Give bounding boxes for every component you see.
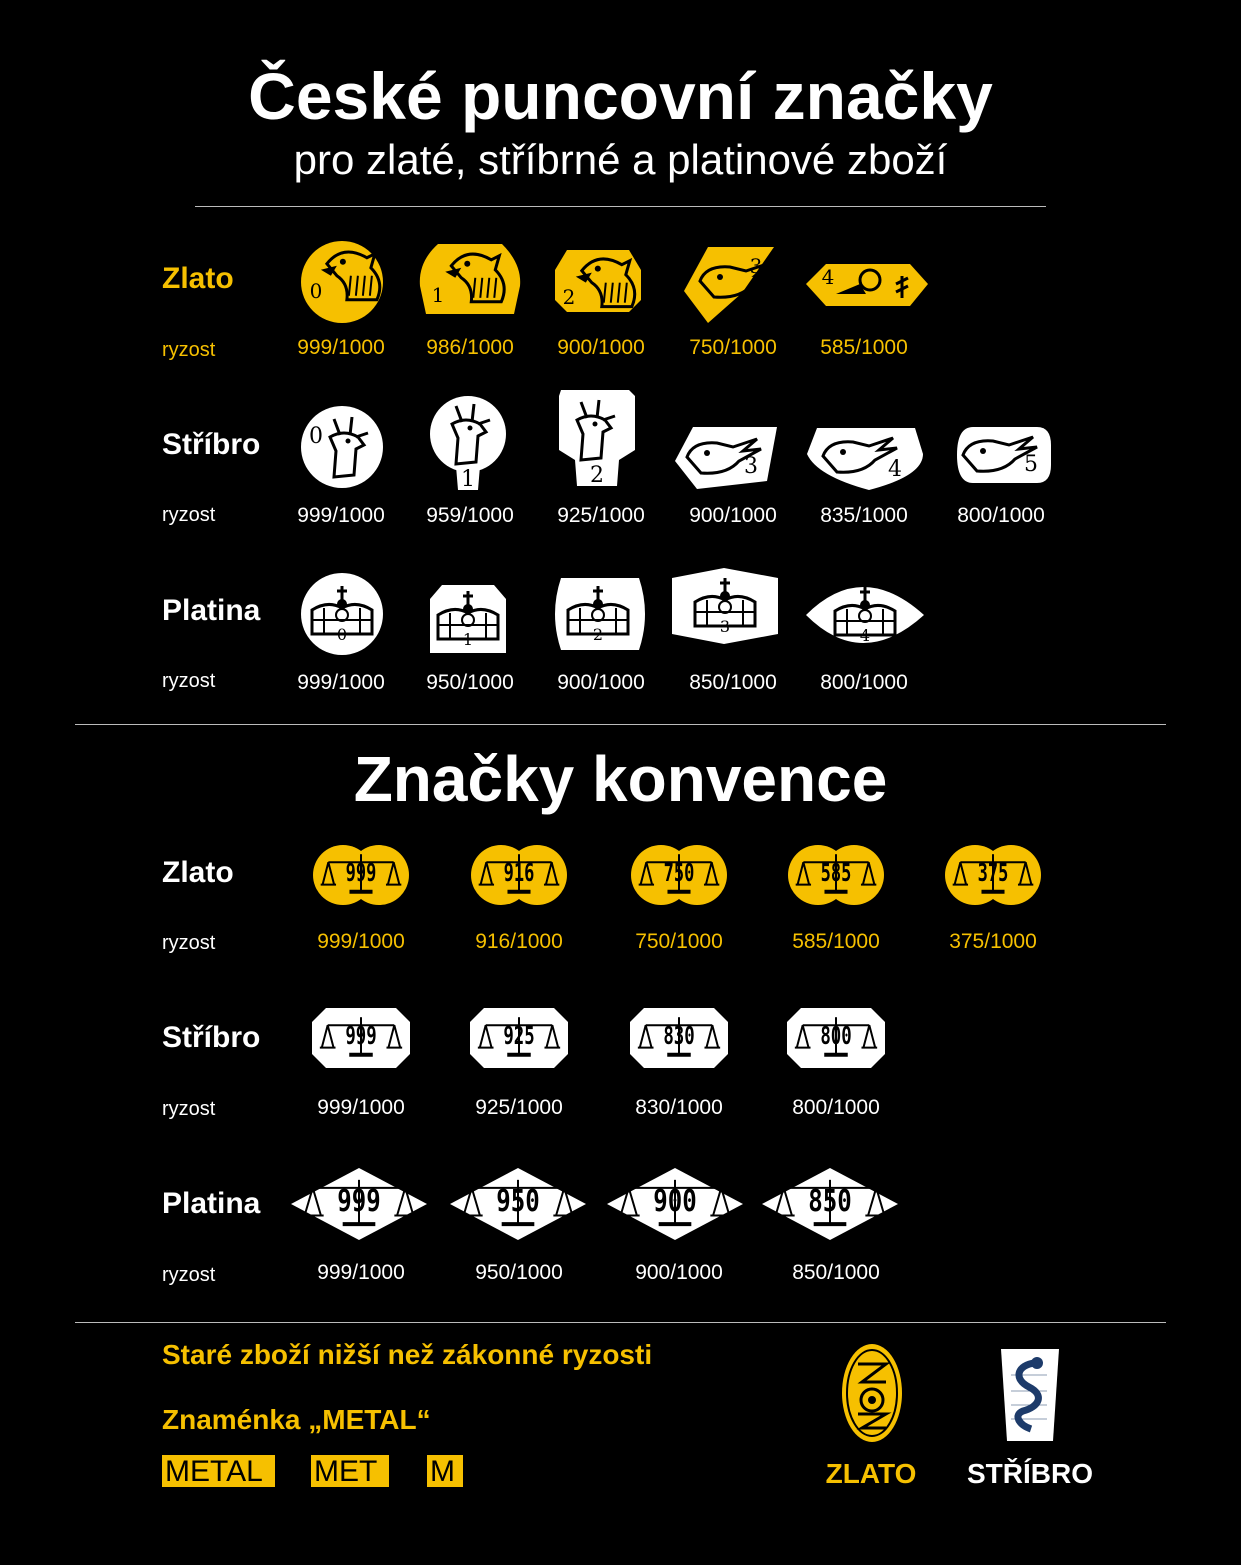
fineness-value: 900/1000 [635, 1261, 723, 1284]
old-gold-mark-icon [840, 1342, 904, 1444]
row-label-zlato: Zlato [162, 262, 234, 295]
ryzost-label: ryzost [162, 1098, 216, 1120]
ryzost-label: ryzost [162, 339, 216, 361]
goat-0-icon [300, 405, 384, 489]
hare-3-icon [673, 427, 779, 489]
svg-text:2: 2 [592, 625, 604, 644]
scales-585-icon [788, 845, 884, 905]
scales-750-icon [631, 845, 727, 905]
svg-text:0: 0 [336, 625, 348, 644]
svg-text:999: 999 [345, 858, 377, 887]
goat-2-icon [557, 390, 637, 488]
convention-title: Značky konvence [353, 743, 888, 815]
scales-850-icon [762, 1168, 898, 1240]
fineness-value: 835/1000 [820, 504, 908, 527]
svg-text:1: 1 [461, 467, 475, 492]
fineness-value: 800/1000 [792, 1096, 880, 1119]
svg-text:2: 2 [590, 463, 604, 488]
svg-text:1: 1 [431, 283, 445, 307]
svg-text:750: 750 [663, 858, 695, 887]
fineness-value: 850/1000 [792, 1261, 880, 1284]
rooster-3-icon [682, 247, 776, 325]
crown-4-icon [806, 577, 924, 653]
svg-text:4: 4 [821, 265, 835, 289]
scales-999-icon [312, 1008, 410, 1068]
fineness-value: 999/1000 [297, 336, 385, 359]
fineness-value: 375/1000 [949, 930, 1037, 953]
goat-1-icon [430, 396, 508, 492]
scales-999-icon [291, 1168, 427, 1240]
svg-text:850: 850 [808, 1184, 852, 1220]
bird-4-icon [806, 264, 928, 306]
ryzost-label: ryzost [162, 504, 216, 526]
eagle-2-icon [553, 250, 643, 312]
scales-800-icon [787, 1008, 885, 1068]
svg-text:1: 1 [462, 630, 474, 649]
section-divider [75, 724, 1166, 725]
fineness-value: 916/1000 [475, 930, 563, 953]
fineness-value: 925/1000 [475, 1096, 563, 1119]
row-label-stribro: Stříbro [162, 428, 261, 461]
scales-900-icon [607, 1168, 743, 1240]
ryzost-label: ryzost [162, 932, 216, 954]
fineness-value: 750/1000 [635, 930, 723, 953]
fineness-value: 800/1000 [957, 504, 1045, 527]
fineness-value: 800/1000 [820, 671, 908, 694]
svg-text:999: 999 [345, 1021, 377, 1050]
svg-text:999: 999 [337, 1184, 381, 1220]
header-divider [195, 206, 1046, 207]
stribro-caption: STŘÍBRO [967, 1458, 1093, 1489]
svg-text:3: 3 [744, 454, 758, 479]
ryzost-label: ryzost [162, 1264, 216, 1286]
crown-0-icon [300, 572, 384, 656]
fineness-value: 999/1000 [297, 671, 385, 694]
svg-text:925: 925 [503, 1021, 535, 1050]
met-tag: MET [311, 1455, 389, 1487]
eagle-0-icon [300, 240, 384, 324]
ryzost-label: ryzost [162, 670, 216, 692]
crown-3-icon [672, 568, 778, 644]
svg-text:900: 900 [653, 1184, 697, 1220]
eagle-1-icon [418, 244, 522, 314]
old-silver-mark-icon [995, 1345, 1065, 1443]
svg-text:4: 4 [859, 626, 871, 645]
fineness-value: 999/1000 [317, 1261, 405, 1284]
svg-text:3: 3 [719, 617, 731, 636]
fineness-value: 986/1000 [426, 336, 514, 359]
fineness-value: 950/1000 [475, 1261, 563, 1284]
fineness-value: 999/1000 [297, 504, 385, 527]
svg-text:0: 0 [309, 424, 323, 449]
footer-divider [75, 1322, 1166, 1323]
row-label-stribro: Stříbro [162, 1021, 261, 1054]
crown-1-icon [428, 585, 508, 653]
svg-text:0: 0 [309, 279, 323, 303]
fineness-value: 850/1000 [689, 671, 777, 694]
svg-text:585: 585 [820, 858, 852, 887]
page-title: České puncovní značky [248, 59, 993, 133]
old-goods-title: Staré zboží nižší než zákonné ryzosti [162, 1339, 653, 1370]
fineness-value: 999/1000 [317, 1096, 405, 1119]
page-subtitle: pro zlaté, stříbrné a platinové zboží [293, 136, 948, 183]
svg-text:830: 830 [663, 1021, 695, 1050]
hare-4-icon [807, 428, 923, 490]
svg-text:4: 4 [888, 457, 902, 482]
zlato-caption: ZLATO [825, 1458, 917, 1489]
metal-title: Znaménka „METAL“ [162, 1404, 431, 1435]
hare-5-icon [955, 427, 1053, 483]
fineness-value: 900/1000 [557, 671, 645, 694]
scales-925-icon [470, 1008, 568, 1068]
scales-375-icon [945, 845, 1041, 905]
fineness-value: 900/1000 [557, 336, 645, 359]
scales-950-icon [450, 1168, 586, 1240]
fineness-value: 925/1000 [557, 504, 645, 527]
svg-text:916: 916 [503, 858, 535, 887]
row-label-platina: Platina [162, 1187, 261, 1220]
fineness-value: 900/1000 [689, 504, 777, 527]
fineness-value: 830/1000 [635, 1096, 723, 1119]
svg-text:950: 950 [496, 1184, 540, 1220]
crown-2-icon [545, 578, 651, 650]
svg-text:800: 800 [820, 1021, 852, 1050]
m-tag: M [427, 1455, 463, 1487]
scales-916-icon [471, 845, 567, 905]
fineness-value: 999/1000 [317, 930, 405, 953]
row-label-platina: Platina [162, 594, 261, 627]
fineness-value: 950/1000 [426, 671, 514, 694]
fineness-value: 959/1000 [426, 504, 514, 527]
metal-tag: METAL [162, 1455, 275, 1487]
svg-text:2: 2 [562, 285, 576, 309]
scales-999-icon [313, 845, 409, 905]
fineness-value: 585/1000 [820, 336, 908, 359]
svg-text:5: 5 [1024, 452, 1038, 477]
fineness-value: 585/1000 [792, 930, 880, 953]
svg-text:375: 375 [977, 858, 1009, 887]
svg-text:3: 3 [749, 254, 763, 278]
fineness-value: 750/1000 [689, 336, 777, 359]
row-label-zlato: Zlato [162, 856, 234, 889]
scales-830-icon [630, 1008, 728, 1068]
